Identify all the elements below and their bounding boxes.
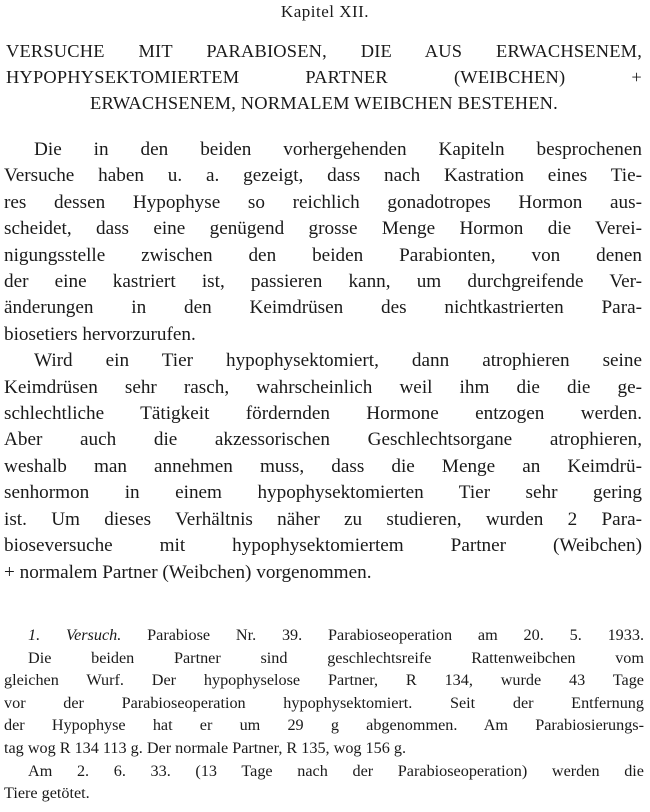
text-line: res dessen Hypophyse so reichlich gonadotropes Hormon aus- xyxy=(4,191,642,213)
text-line: weshalb man annehmen muss, dass die Menge an Keimdrü- xyxy=(4,455,642,477)
text-line: änderungen in den Keimdrüsen des nichtkastrierten Para- xyxy=(4,297,642,319)
chapter-heading: Kapitel XII. xyxy=(280,2,370,21)
text-line: gleichen Wurf. Der hypophyselose Partner, R 134, wurde 43 Tage xyxy=(4,671,644,690)
text-line: Am 2. 6. 33. (13 Tage nach der Parabioseoperation) werden die xyxy=(28,761,644,780)
text-line: Die beiden Partner sind geschlechtsreife Rattenweibchen vom xyxy=(28,648,644,667)
text-line: schlechtliche Tätigkeit fördernden Hormone entzogen werden. xyxy=(4,403,642,425)
title-line: ERWACHSENEM, NORMALEM WEIBCHEN BESTEHEN. xyxy=(90,93,558,113)
text-line: ist. Um dieses Verhältnis näher zu studieren, wurden 2 Para- xyxy=(4,508,642,530)
paragraph-1 xyxy=(4,137,642,348)
text-line: biosetiers hervorzurufen. xyxy=(4,323,196,345)
body-text xyxy=(4,137,642,586)
text-line: nigungsstelle zwischen den beiden Parabionten, von denen xyxy=(4,244,642,266)
text-line: Keimdrüsen sehr rasch, wahrscheinlich weil ihm die die ge- xyxy=(4,376,642,398)
text-line: der Hypophyse hat er um 29 g abgenommen. Am Parabiosierungs- xyxy=(4,716,644,735)
text-line: bioseversuche mit hypophysektomiertem Partner (Weibchen) xyxy=(4,535,642,557)
experiment-heading-line xyxy=(4,624,644,647)
text-line: tag wog R 134 113 g. Der normale Partner, R 135, wog 156 g. xyxy=(4,738,407,757)
text-line: Wird ein Tier hypophysektomiert, dann atrophieren seine xyxy=(34,350,642,372)
text-line: Aber auch die akzessorischen Geschlechtsorgane atrophieren, xyxy=(4,429,642,451)
experiment-heading-text: Parabiose Nr. 39. Parabioseoperation am 20. 5. 1933. xyxy=(147,626,644,644)
chapter-title xyxy=(6,38,642,116)
text-line: scheidet, dass eine genügend grosse Menge Hormon die Verei- xyxy=(4,218,642,240)
paragraph-2 xyxy=(4,348,642,586)
text-line: Die in den beiden vorhergehenden Kapiteln besprochenen xyxy=(34,139,642,160)
text-line: Tiere getötet. xyxy=(4,784,90,803)
experiment-notes xyxy=(4,624,644,805)
title-line: HYPOPHYSEKTOMIERTEM PARTNER (WEIBCHEN) + xyxy=(6,67,642,87)
text-line: senhormon in einem hypophysektomierten Tier sehr gering xyxy=(4,482,642,504)
title-line: VERSUCHE MIT PARABIOSEN, DIE AUS ERWACHSENEM, xyxy=(6,41,642,61)
experiment-label: 1. Versuch. xyxy=(28,626,122,644)
text-line: der eine kastriert ist, passieren kann, um durchgreifende Ver- xyxy=(4,271,642,293)
text-line: + normalem Partner (Weibchen) vorgenommen. xyxy=(4,561,372,583)
text-line: Versuche haben u. a. gezeigt, dass nach Kastration eines Tie- xyxy=(4,165,642,187)
text-line: vor der Parabioseoperation hypophysektomiert. Seit der Entfernung xyxy=(4,693,644,712)
